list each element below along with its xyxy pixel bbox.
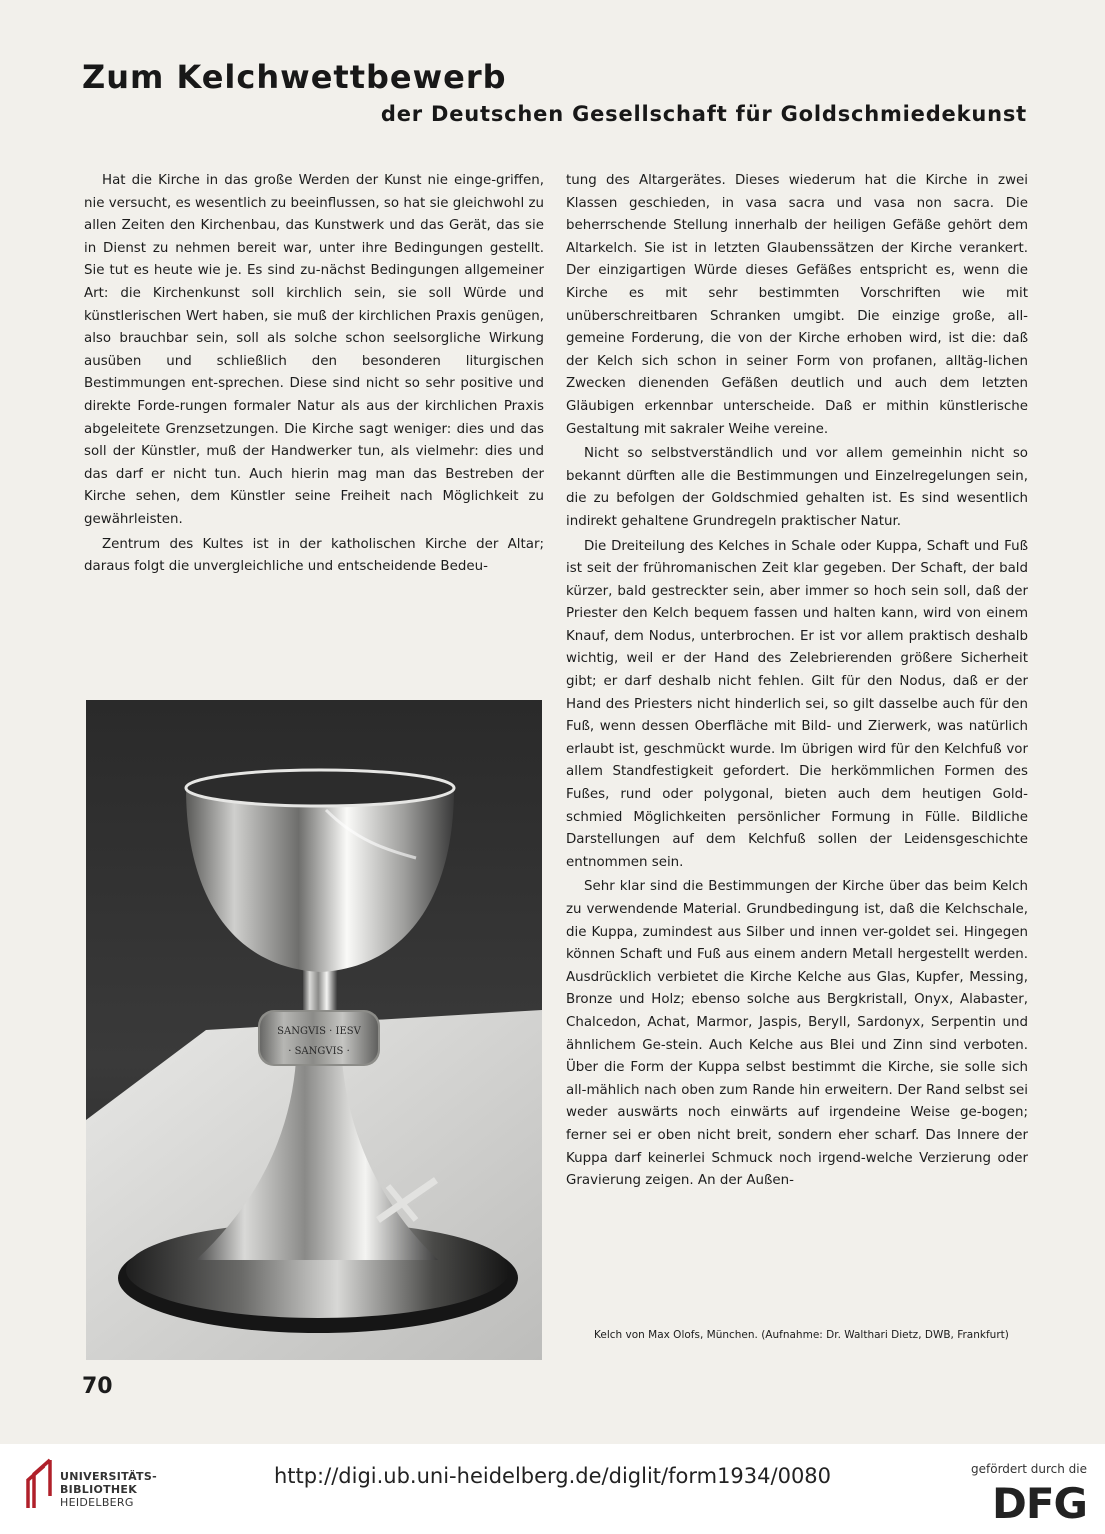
nodus-inscription-bottom: · SANGVIS · xyxy=(288,1046,350,1057)
permalink-url[interactable]: http://digi.ub.uni-heidelberg.de/diglit/form1934/0080 xyxy=(273,1464,832,1488)
paragraph: tung des Altargerätes. Dieses wiederum hat die Kirche in zwei Klassen geschieden, in vasa sacra und vasa non sacra. Die beherrschende Stellung innerhalb der heiligen Gefäße gehört dem Altarkelch. Sie ist in letzten Glaubenssätzen der Kirche verankert. Der einzigartigen Würde dieses Gefäßes entspricht es, wenn die Kirche es mit sehr bestimmten Vorschriften wie mit unüberschreitbaren Schranken umgibt. Die einzige große, all-gemeine Forderung, die von der Kirche erhoben wird, ist die: daß der Kelch sich schon in seiner Form von profanen, alltäg-lichen Zwecken dienenden Gefäßen deutlich und auch dem letzten Gläubigen erkennbar unterscheide. Daß er mithin künstlerische Gestaltung mit sakraler Weihe vereine. xyxy=(566,173,1028,437)
dfg-logo: DFG xyxy=(991,1479,1087,1528)
paragraph: Die Dreiteilung des Kelches in Schale oder Kuppa, Schaft und Fuß ist seit der frühromanischen Zeit klar gegeben. Der Schaft, der bald kürzer, bald gestreckter sein, aber immer so hoch sein soll, daß der Priester den Kelch bequem fassen und halten kann, wird von einem Knauf, dem Nodus, unterbrochen. Er ist vor allem praktisch deshalb wichtig, weil er der Hand des Zelebrierenden größere Sicherheit gibt; er darf deshalb nicht fehlen. Gilt für den Nodus, daß er der Hand des Priesters nicht hinderlich sei, so gilt dasselbe auch für den Fuß, wenn dessen Oberfläche mit Bild- und Zierwerk, was natürlich erlaubt ist, geschmückt wurde. Im übrigen wird für den Kelchfuß vor allem Standfestigkeit gefordert. Die herkömmlichen Formen des Fußes, rund oder polygonal, bieten auch dem heutigen Gold-schmied Möglichkeiten persönlicher Formung in Fülle. Bildliche Darstellungen auf dem Kelchfuß sollen der Leidensgeschichte entnommen sein. xyxy=(566,538,1028,870)
library-line-1: UNIVERSITÄTS- xyxy=(60,1470,157,1483)
paragraph: Nicht so selbstverständlich und vor allem gemeinhin nicht so bekannt dürften alle die Bestimmungen und Einzelregelungen sein, die zu befolgen der Goldschmied gehalten ist. Es sind wesentlich indirekt gehaltene Grundregeln praktischer Natur. xyxy=(566,446,1028,529)
digitization-footer xyxy=(0,1444,1105,1534)
page-number: 70 xyxy=(82,1374,113,1399)
library-line-3: HEIDELBERG xyxy=(60,1496,134,1509)
funding-text: gefördert durch die xyxy=(971,1462,1087,1476)
nodus-inscription-top: SANGVIS · IESV xyxy=(277,1026,361,1037)
chalice-illustration xyxy=(86,700,542,1360)
library-line-2: BIBLIOTHEK xyxy=(60,1483,138,1496)
article-subtitle: der Deutschen Gesellschaft für Goldschmiedekunst xyxy=(380,102,1027,126)
paragraph: Hat die Kirche in das große Werden der Kunst nie einge-griffen, nie versucht, es wesentlich zu beeinflussen, so hat sie gleichwohl zu allen Zeiten den Kirchenbau, das Kunstwerk und das Gerät, das sie in Dienst zu nehmen bereit war, unter ihre Bedingungen gestellt. Sie tut es heute wie je. Es sind zu-nächst Bedingungen allgemeiner Art: die Kirchenkunst soll kirchlich sein, sie soll Würde und künstlerischen Wert haben, sie muß der kirchlichen Praxis genügen, also brauchbar sein, soll als solche schon seelsorgliche Wirkung ausüben und schließlich den besonderen liturgischen Bestimmungen ent-sprechen. Diese sind nicht so sehr positive und direkte Forde-rungen formaler Natur als aus der kirchlichen Praxis abgeleitete Grenzsetzungen. Die Kirche sagt weniger: dies und das soll der Künstler, muß der Handwerker tun, als vielmehr: dies und das darf er nicht tun. Auch hierin mag man das Bestreben der Kirche sehen, dem Künstler seine Freiheit nach Möglichkeit zu gewährleisten. xyxy=(84,173,544,527)
paragraph: Sehr klar sind die Bestimmungen der Kirche über das beim Kelch zu verwendende Material. Grundbedingung ist, daß die Kelchschale, die Kuppa, zumindest aus Silber und innen ver-goldet sei. Hingegen können Schaft und Fuß aus einem andern Metall hergestellt werden. Ausdrücklich verbietet die Kirche Kelche aus Glas, Kupfer, Messing, Bronze und Holz; ebenso solche aus Bergkristall, Onyx, Alabaster, Chalcedon, Achat, Marmor, Jaspis, Beryll, Sardonyx, Serpentin und ähnlichem Ge-stein. Auch Kelche aus Blei und Zinn sind verboten. Über die Form der Kuppa selbst bestimmt die Kirche, sie solle sich all-mählich nach oben zum Rande hin erweitern. Der Rand selbst sei weder auswärts noch einwärts auf irgendeine Weise ge-bogen; ferner sei er oben nicht breit, sondern eher scharf. Das Innere der Kuppa darf keinerlei Schmuck noch irgend-welche Verzierung oder Gravierung zeigen. An der Außen- xyxy=(566,879,1028,1189)
text-column-left xyxy=(84,170,544,579)
text-column-right xyxy=(566,170,1028,1193)
chalice-photograph xyxy=(86,700,542,1360)
article-title: Zum Kelchwettbewerb xyxy=(82,58,507,96)
paragraph: Zentrum des Kultes ist in der katholischen Kirche der Altar; daraus folgt die unvergleichliche und entscheidende Bedeu- xyxy=(84,536,544,575)
photo-caption: Kelch von Max Olofs, München. (Aufnahme: Dr. Walthari Dietz, DWB, Frankfurt) xyxy=(594,1329,1009,1341)
